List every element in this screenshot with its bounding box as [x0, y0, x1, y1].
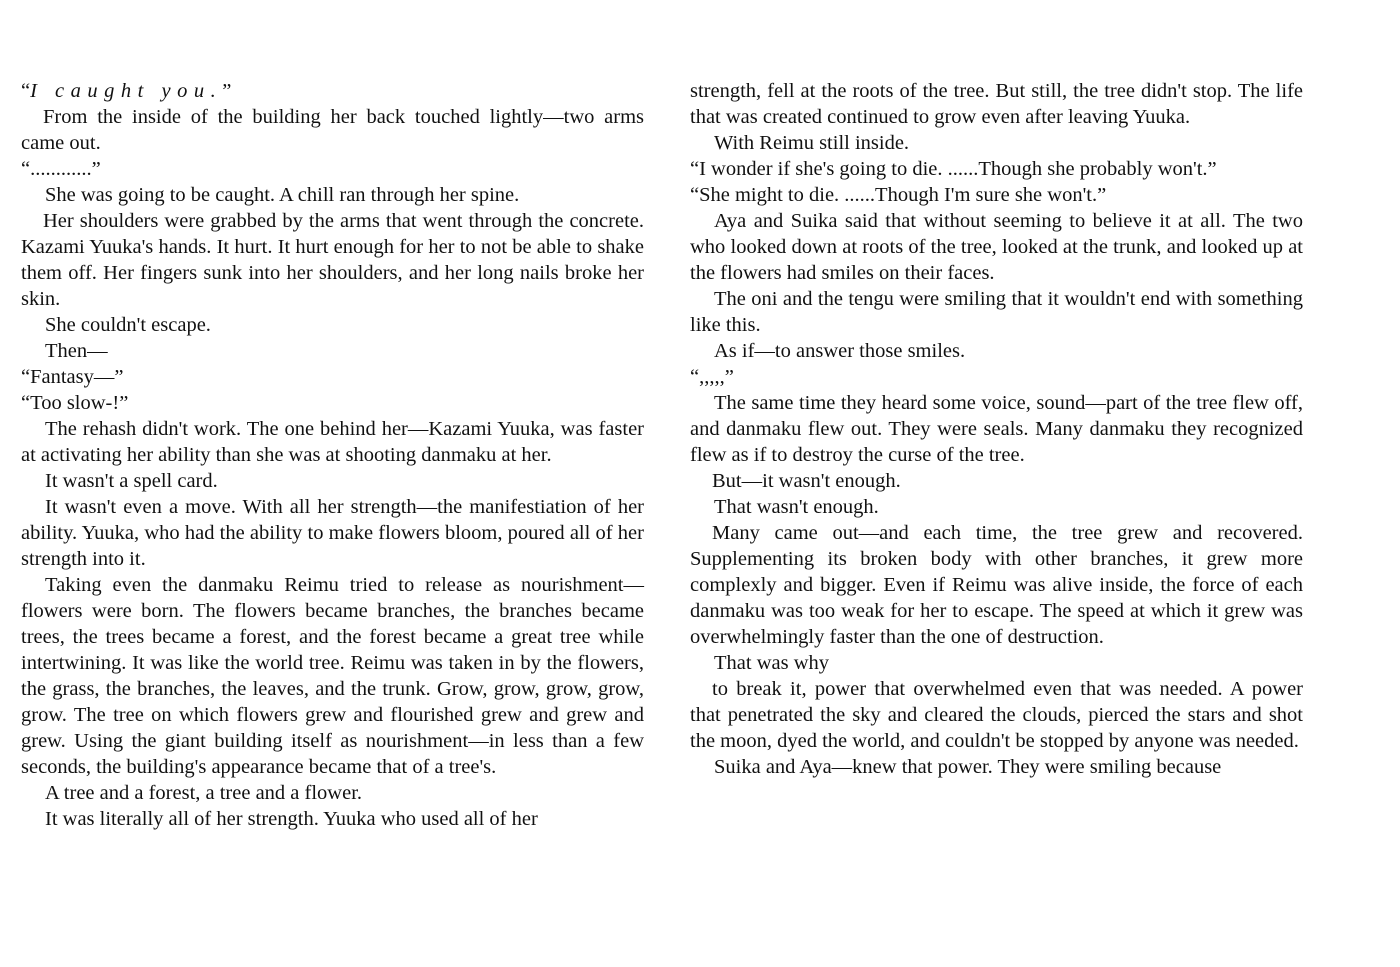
paragraph: But—it wasn't enough. [712, 470, 901, 492]
paragraph: She was going to be caught. A chill ran through her spine. [45, 184, 520, 206]
paragraph: Her shoulders were grabbed by the arms that went through the concrete. Kazami Yuuka's hands. It hurt. It hurt enough for her to not be able to shake them off. Her fingers sunk into her shoulders, and her long nails broke her skin. [21, 210, 644, 310]
paragraph: Taking even the danmaku Reimu tried to release as nourishment—flowers were born. The flowers became branches, the branches became trees, the trees became a forest, and the forest became a great tree while intertwining. It was like the world tree. Reimu was taken in by the flowers, the grass, the branches, the leaves, and the trunk. Grow, grow, grow, grow, grow. The tree on which flowers grew and flourished grew and grew and grew. Using the giant building itself as nourishment—in less than a few seconds, the building's appearance became that of a tree's. [21, 574, 644, 778]
paragraph: That wasn't enough. [714, 496, 879, 518]
paragraph: strength, fell at the roots of the tree. But still, the tree didn't stop. The life that was created continued to grow even after leaving Yuuka. [690, 80, 1303, 128]
paragraph: “I wonder if she's going to die. ......Though she probably won't.” [690, 158, 1217, 180]
paragraph: The same time they heard some voice, sound—part of the tree flew off, and danmaku flew out. They were seals. Many danmaku they recognized flew as if to destroy the curse of the tree. [690, 392, 1303, 466]
paragraph: Many came out—and each time, the tree grew and recovered. Supplementing its broken body with other branches, it grew more complexly and bigger. Even if Reimu was alive inside, the force of each danmaku was too weak for her to escape. The speed at which it grew was overwhelmingly faster than the one of destruction. [690, 522, 1303, 648]
paragraph: “............” [21, 158, 101, 180]
paragraph: “She might to die. ......Though I'm sure she won't.” [690, 184, 1107, 206]
paragraph: A tree and a forest, a tree and a flower. [45, 782, 363, 804]
paragraph: From the inside of the building her back touched lightly—two arms came out. [21, 106, 644, 154]
paragraph: She couldn't escape. [45, 314, 211, 336]
quote-close: ” [222, 80, 232, 102]
paragraph: “,,,,,” [690, 366, 734, 388]
paragraph: As if—to answer those smiles. [714, 340, 966, 362]
paragraph: It wasn't even a move. With all her strength—the manifestiation of her ability. Yuuka, who had the ability to make flowers bloom, poured all of her strength into it. [21, 496, 644, 570]
paragraph: It was literally all of her strength. Yuuka who used all of her [45, 808, 538, 830]
paragraph: With Reimu still inside. [714, 132, 910, 154]
paragraph: to break it, power that overwhelmed even that was needed. A power that penetrated the sky and cleared the clouds, pierced the stars and shot the moon, dyed the world, and couldn't be stopped by anyone was needed. [690, 678, 1303, 752]
paragraph: The rehash didn't work. The one behind her—Kazami Yuuka, was faster at activating her ability than she was at shooting danmaku at her. [21, 418, 644, 466]
document-page [0, 78, 1400, 938]
paragraph: That was why [714, 652, 830, 674]
paragraph: Suika and Aya—knew that power. They were smiling because [714, 756, 1222, 778]
paragraph: The oni and the tengu were smiling that it wouldn't end with something like this. [690, 288, 1303, 336]
left-column [21, 78, 644, 832]
paragraph: Aya and Suika said that without seeming to believe it at all. The two who looked down at roots of the tree, looked at the trunk, and looked up at the flowers had smiles on their faces. [690, 210, 1303, 284]
paragraph: It wasn't a spell card. [45, 470, 218, 492]
paragraph [21, 78, 644, 104]
paragraph: “Fantasy—” [21, 366, 124, 388]
paragraph: “Too slow-!” [21, 392, 129, 414]
right-column [690, 78, 1303, 780]
quote-open: “ [21, 80, 31, 102]
italic-quote: I caught you. [30, 80, 223, 102]
paragraph: Then— [45, 340, 108, 362]
